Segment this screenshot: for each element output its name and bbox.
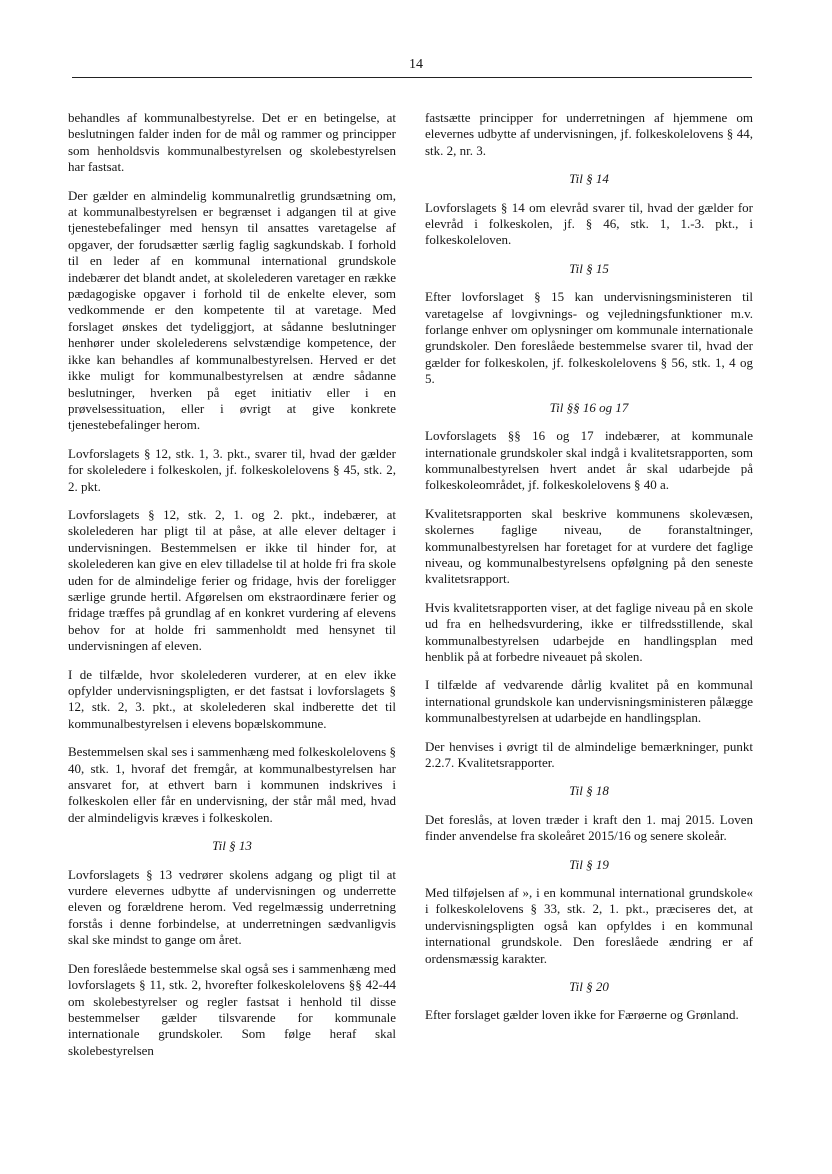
paragraph: I de tilfælde, hvor skolelederen vurderer, at en elev ikke opfylder undervisningspligten, er det fastsat i lovforslagets § 12, stk. 2, 3. pkt., at skolelederen skal indberette det til kommunalbestyrelsen i elevens bopælskommune.: [68, 666, 396, 731]
paragraph: Lovforslagets § 14 om elevråd svarer til, hvad der gælder for elevråd i folkeskolen, jf. § 46, stk. 1, 1.-3. pkt., i folkeskoleloven.: [425, 199, 753, 248]
paragraph: Den foreslåede bestemmelse skal også ses i sammenhæng med lovforslagets § 11, stk. 2, hvorefter folkeskolelovens §§ 42-44 om skolebestyrelser og regler fastsat i henhold til disse bestemmelser gælder tilsvarende for kommunale internationale grundskoler. Som følge heraf skal skolebestyrelsen: [68, 960, 396, 1058]
paragraph: Bestemmelsen skal ses i sammenhæng med folkeskolelovens § 40, stk. 1, hvoraf det fremgår, at kommunalbestyrelsen har ansvaret for, at ethvert barn i kommunen indskrives i folkeskolen eller får en undervisning, der står mål med, hvad der almindeligvis kræves i folkeskolen.: [68, 744, 396, 825]
paragraph: Efter lovforslaget § 15 kan undervisningsministeren til varetagelse af lovgivnings- og vejledningsfunktioner m.v. forlange enhver om oplysninger om kommunale internationale grundskoler. Den foreslåede bestemmelse svarer til, hvad der gælder for folkeskolen, jf. folkeskolelovens § 56, stk. 1, 4 og 5.: [425, 289, 753, 387]
paragraph: Lovforslagets §§ 16 og 17 indebærer, at kommunale internationale grundskoler skal indgå i kvalitetsrapporten, som kommunalbestyrelsen hvert andet år skal udarbejde på folkeskoleområdet, jf. folkeskolelovens § 40 a.: [425, 428, 753, 493]
section-heading: Til § 13: [212, 838, 252, 854]
paragraph: I tilfælde af vedvarende dårlig kvalitet på en kommunal international grundskole kan undervisningsministeren pålægge kommunalbestyrelsen at udarbejde en handlingsplan.: [425, 677, 753, 726]
left-column: [68, 110, 396, 1059]
right-column: [425, 110, 753, 1024]
paragraph: Lovforslagets § 12, stk. 1, 3. pkt., svarer til, hvad der gælder for skoleledere i folkeskolen, jf. folkeskolelovens § 45, stk. 2, 2. pkt.: [68, 445, 396, 494]
section-heading: Til § 19: [569, 856, 609, 872]
paragraph: Med tilføjelsen af », i en kommunal international grundskole« i folkeskolelovens § 33, stk. 2, 1. pkt., præciseres det, at undervisningspligten også kan opfyldes i en kommunal international grundskole. Den foreslåede ændring er af ordensmæssig karakter.: [425, 885, 753, 966]
section-heading: Til § 18: [569, 783, 609, 799]
page-number: 14: [409, 57, 423, 72]
paragraph: Efter forslaget gælder loven ikke for Færøerne og Grønland.: [425, 1007, 739, 1023]
paragraph: Det foreslås, at loven træder i kraft den 1. maj 2015. Loven finder anvendelse fra skoleåret 2015/16 og senere skoleår.: [425, 811, 753, 844]
section-heading: Til §§ 16 og 17: [549, 399, 629, 415]
section-heading: Til § 20: [569, 979, 609, 995]
section-heading: Til § 15: [569, 260, 609, 276]
paragraph: Kvalitetsrapporten skal beskrive kommunens skolevæsen, skolernes faglige niveau, de foranstaltninger, kommunalbestyrelsen har foretaget for at vurdere det faglige niveau, og kommunalbestyrelsens opfølgning på den seneste kvalitetsrapport.: [425, 505, 753, 587]
header-rule: [72, 77, 752, 78]
paragraph: Der gælder en almindelig kommunalretlig grundsætning om, at kommunalbestyrelsen er begrænset i adgangen til at give tjenestebefalinger med hensyn til ansattes varetagelse af opgaver, der forudsætter særlig faglig sagkundskab. I forhold til en leder af en kommunal international grundskole indebærer det blandt andet, at skolelederen varetager en række pædagogiske opgaver i forhold til de enkelte elever, som vedkommende er den kompetente til at varetage. Med forslaget ønskes det tydeliggjort, at sådanne beslutninger henhører under skolelederens selvstændige kompetence, der ikke kan behandles af kommunalbestyrelsen. Herved er det ikke muligt for kommunalbestyrelsen at ændre sådanne beslutninger, hverken på eget initiativ eller i en prøvelsessituation, eller i øvrigt at give konkrete tjenestebefalinger herom.: [68, 187, 396, 433]
paragraph: Hvis kvalitetsrapporten viser, at det faglige niveau på en skole ud fra en helhedsvurdering, ikke er tilfredsstillende, skal kommunalbestyrelsen udarbejde en handlingsplan med henblik på at forbedre niveauet på skolen.: [425, 599, 753, 664]
paragraph: Lovforslagets § 12, stk. 2, 1. og 2. pkt., indebærer, at skolelederen har pligt til at påse, at alle elever deltager i undervisningen. Bestemmelsen er ikke til hinder for, at skolelederen kan give en elev tilladelse til at holde fri fra skole uden for de almindelige ferier og fridage, hvis der foreligger særlige grunde hertil. Afgørelsen om ekstraordinære ferier og fridage træffes på grundlag af en konkret vurdering af elevens behov for at holde fri sammenholdt med hensynet til undervisningen af eleven.: [68, 506, 396, 654]
paragraph: Der henvises i øvrigt til de almindelige bemærkninger, punkt 2.2.7. Kvalitetsrapporter.: [425, 738, 753, 770]
paragraph: fastsætte principper for underretningen af hjemmene om elevernes udbytte af undervisningen, jf. folkeskolelovens § 44, stk. 2, nr. 3.: [425, 110, 753, 158]
section-heading: Til § 14: [569, 171, 609, 187]
paragraph: Lovforslagets § 13 vedrører skolens adgang og pligt til at vurdere elevernes udbytte af undervisningen og underrette eleven og forældrene herom. Ved regelmæssig underretning forstås i denne forbindelse, at underretningen sædvanligvis skal ske mindst to gange om året.: [68, 866, 396, 948]
paragraph: behandles af kommunalbestyrelse. Det er en betingelse, at beslutningen falder inden for de mål og rammer og principper som henholdsvis kommunalbestyrelsen og skolebestyrelsen har fastsat.: [68, 110, 396, 175]
